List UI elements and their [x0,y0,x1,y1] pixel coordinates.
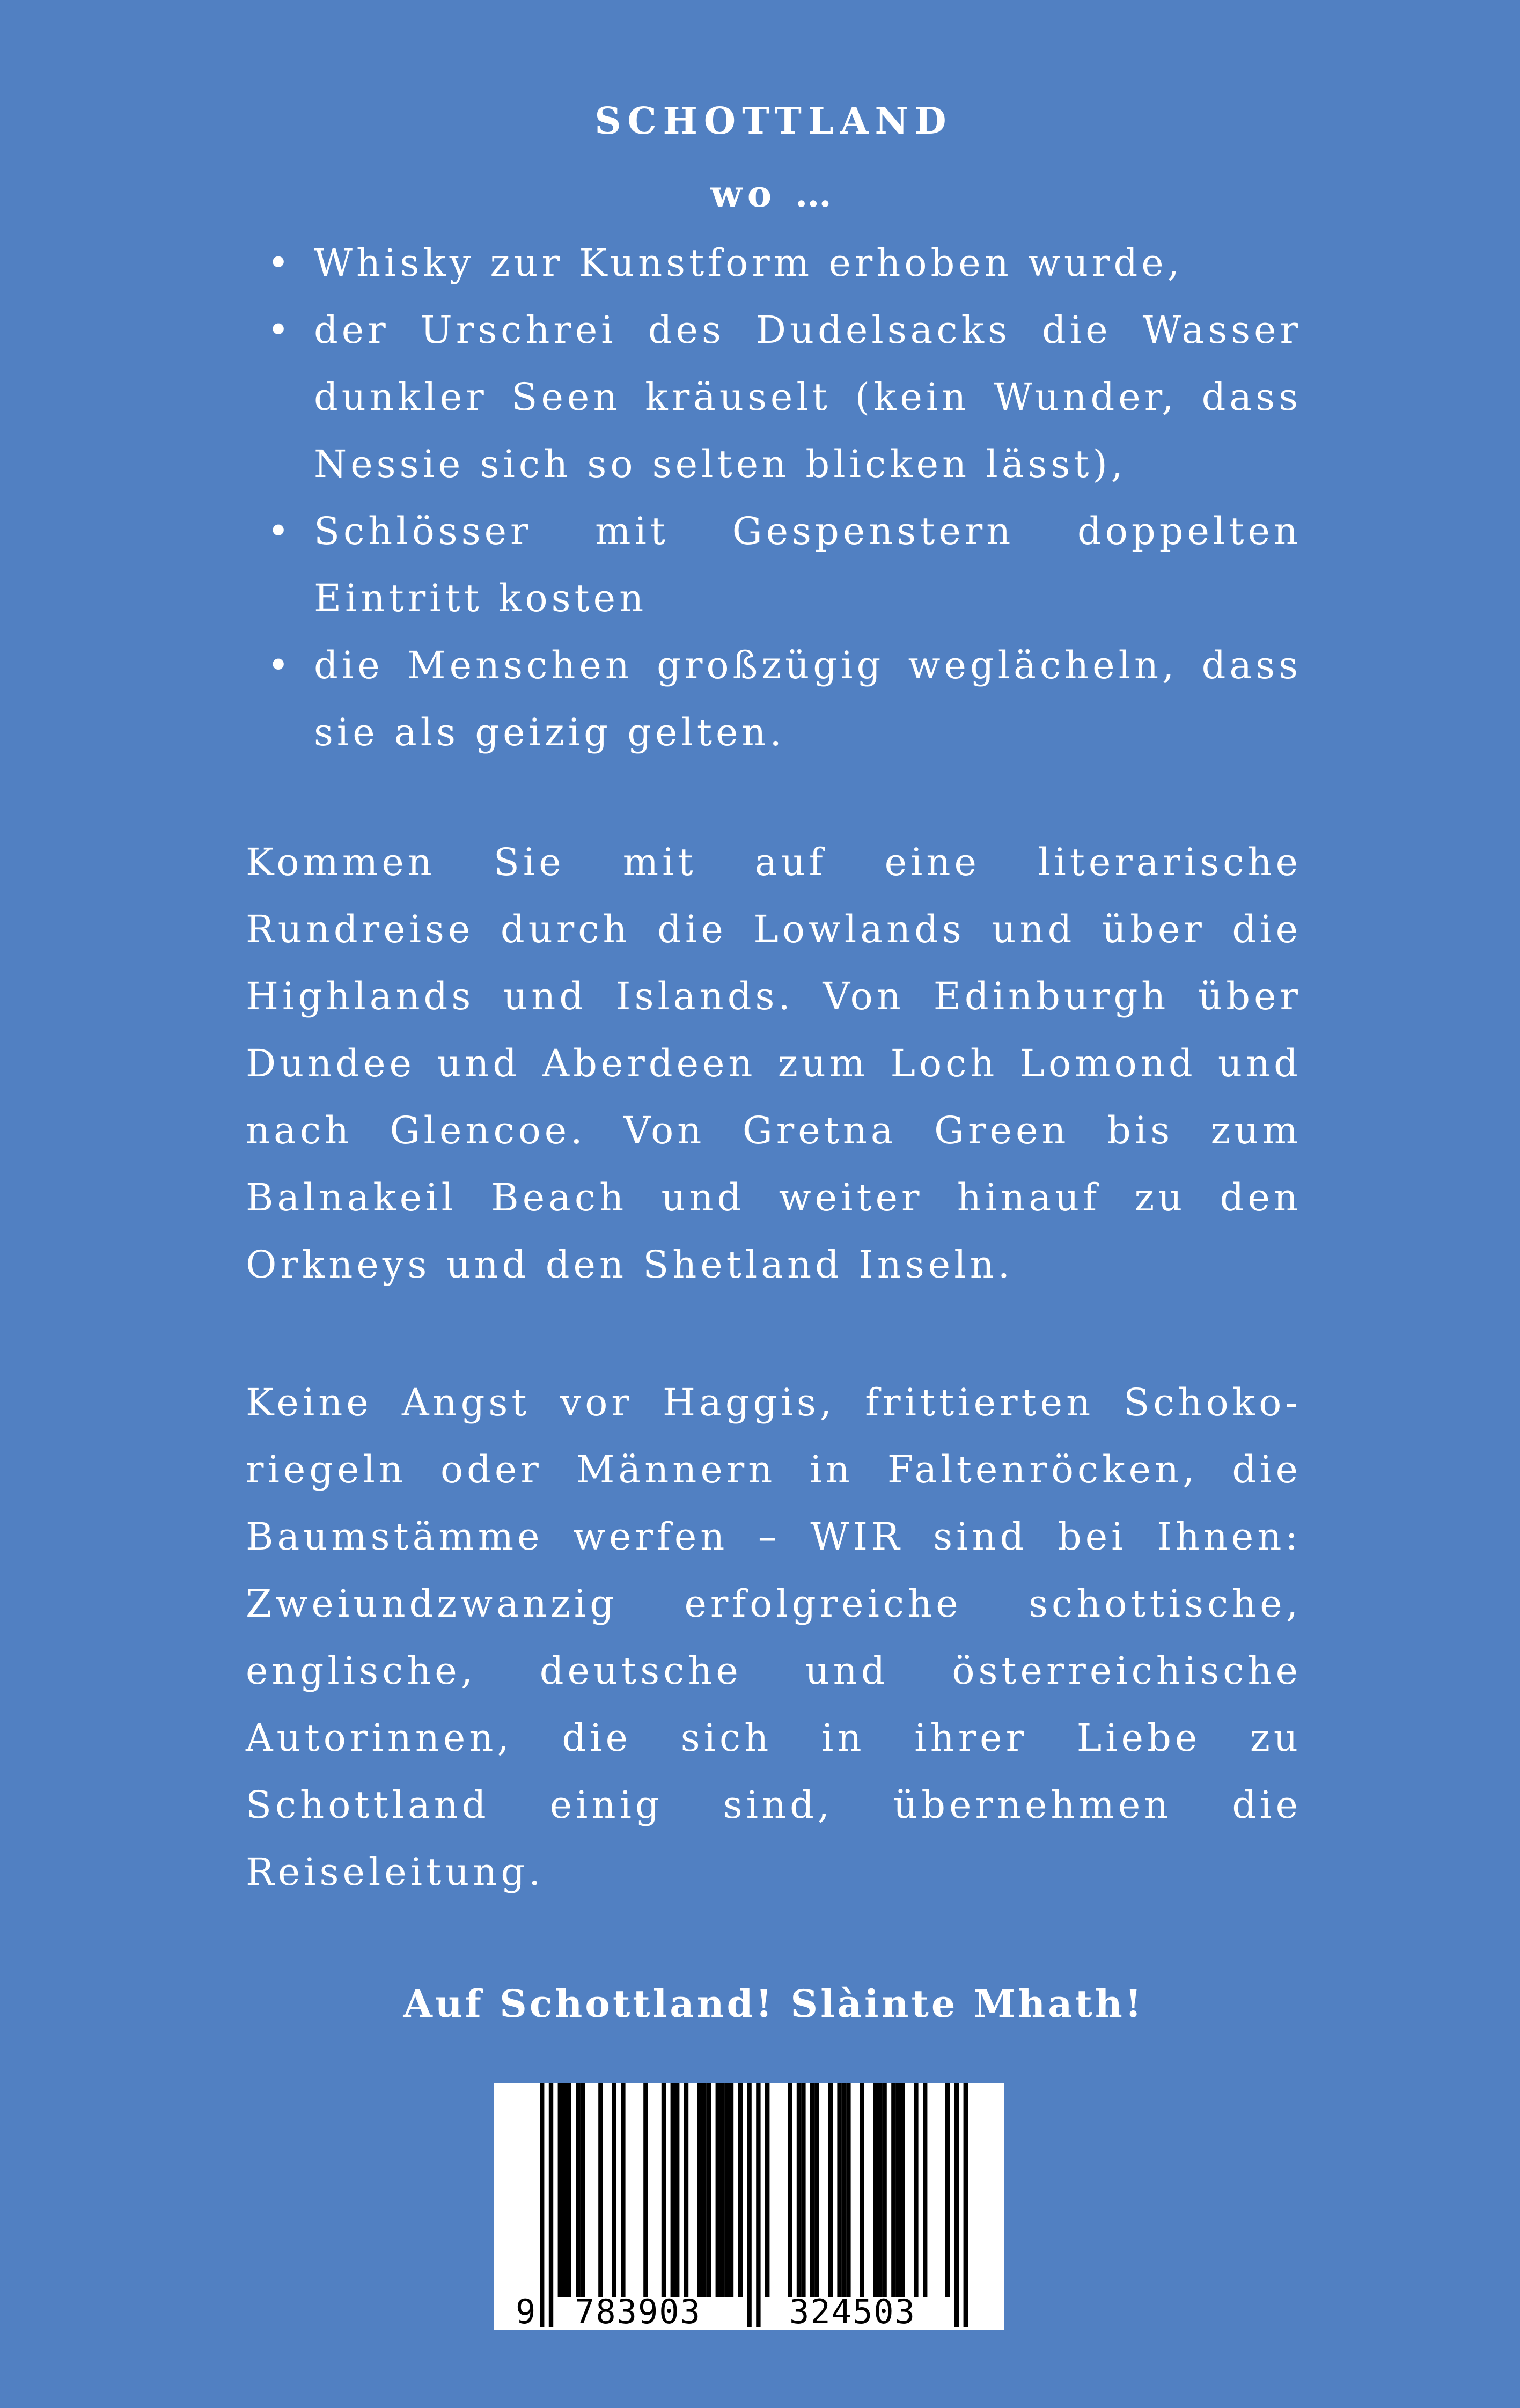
barcode-bar [716,2083,720,2297]
barcode-bar [801,2083,805,2297]
barcode-bar [842,2083,846,2297]
barcode-bar [671,2083,675,2297]
bullet-icon: • [267,308,293,352]
bullet-icon: • [267,643,293,687]
barcode-bar [581,2083,585,2297]
list-item-text: Whisky zur Kunstform erhoben wurde, [314,241,1183,285]
page-title: SCHOTTLAND [594,100,953,143]
barcode [494,2083,1004,2330]
barcode-bar [598,2083,603,2297]
barcode-bar [756,2083,760,2327]
barcode-bar [882,2083,886,2297]
barcode-bar [707,2083,711,2297]
barcode-first-digit: 9 [516,2292,536,2331]
barcode-bar [702,2083,706,2297]
barcode-bar [914,2083,918,2297]
list-item-text: der Urschrei des Dudelsacks die Wasser dunkler Seen kräuselt (kein Wunder, dass Nessie sich so selten blicken lässt), [314,308,1302,486]
barcode-bar [540,2083,544,2327]
barcode-right-group: 324503 [789,2292,916,2331]
barcode-bar [797,2083,801,2297]
barcode-bar [878,2083,882,2297]
barcode-bar [724,2083,729,2297]
barcode-bar [860,2083,864,2297]
barcode-bar [549,2083,553,2327]
barcode-bar [576,2083,580,2297]
barcode-bar [675,2083,679,2297]
barcode-bar [567,2083,571,2297]
barcode-bar [720,2083,724,2297]
barcode-bar [896,2083,900,2297]
barcode-bar [837,2083,841,2297]
list-item [246,297,1302,498]
barcode-bar [729,2083,733,2297]
paragraph-journey: Kommen Sie mit auf eine literarische Rundreise durch die Lowlands und über die Highlands und Islands. Von Edinburgh über Dundee und Aberdeen zum Loch Lomond und nach Glencoe. Von Gretna Green bis zum Balnakeil Beach und weiter hinauf zu den Orkneys und den Shetland Inseln. [246,840,1302,1287]
list-item-text: die Menschen großzügig weglächeln, dass sie als geizig gelten. [314,643,1302,754]
barcode-bar [814,2083,819,2297]
barcode-bar [612,2083,616,2297]
barcode-bar [697,2083,702,2297]
barcode-bar [810,2083,814,2297]
bullet-list [246,230,1302,766]
barcode-bar [747,2083,751,2327]
barcode-bar [765,2083,769,2297]
list-item [246,632,1302,766]
list-item [246,498,1302,632]
barcode-left-group: 783903 [575,2292,701,2331]
barcode-bar [684,2083,688,2297]
barcode-bar [558,2083,562,2297]
barcode-bar [662,2083,666,2297]
barcode-bar [828,2083,833,2297]
barcode-bar [923,2083,927,2297]
barcode-bar [738,2083,743,2297]
barcode-bar [562,2083,567,2297]
bullet-icon: • [267,509,293,553]
barcode-bar [621,2083,625,2297]
barcode-bar [945,2083,950,2297]
barcode-bar [964,2083,968,2327]
barcode-digits [494,2292,1004,2330]
barcode-bar [788,2083,792,2297]
barcode-bar [954,2083,959,2327]
bullet-icon: • [267,241,293,285]
barcode-bar [891,2083,895,2297]
barcode-bar [873,2083,878,2297]
barcode-bar [846,2083,850,2297]
list-item-text: Schlösser mit Gespenstern doppelten Eintritt kosten [314,509,1302,620]
subtitle: wo … [710,173,837,216]
list-item [246,230,1302,297]
paragraph-authors: Keine Angst vor Haggis, frittierten Schoko-riegeln oder Männern in Faltenröcken, die Baumstämme werfen – WIR sind bei Ihnen: Zweiundzwanzig erfolgreiche schottische, englische, deutsche und österreichische Autorinnen, die sich in ihrer Liebe zu Schottland einig sind, übernehmen die Reiseleitung. [246,1381,1302,1894]
barcode-bar [643,2083,648,2297]
barcode-bar [900,2083,905,2297]
closing-toast: Auf Schottland! Slàinte Mhath! [403,1981,1144,2026]
